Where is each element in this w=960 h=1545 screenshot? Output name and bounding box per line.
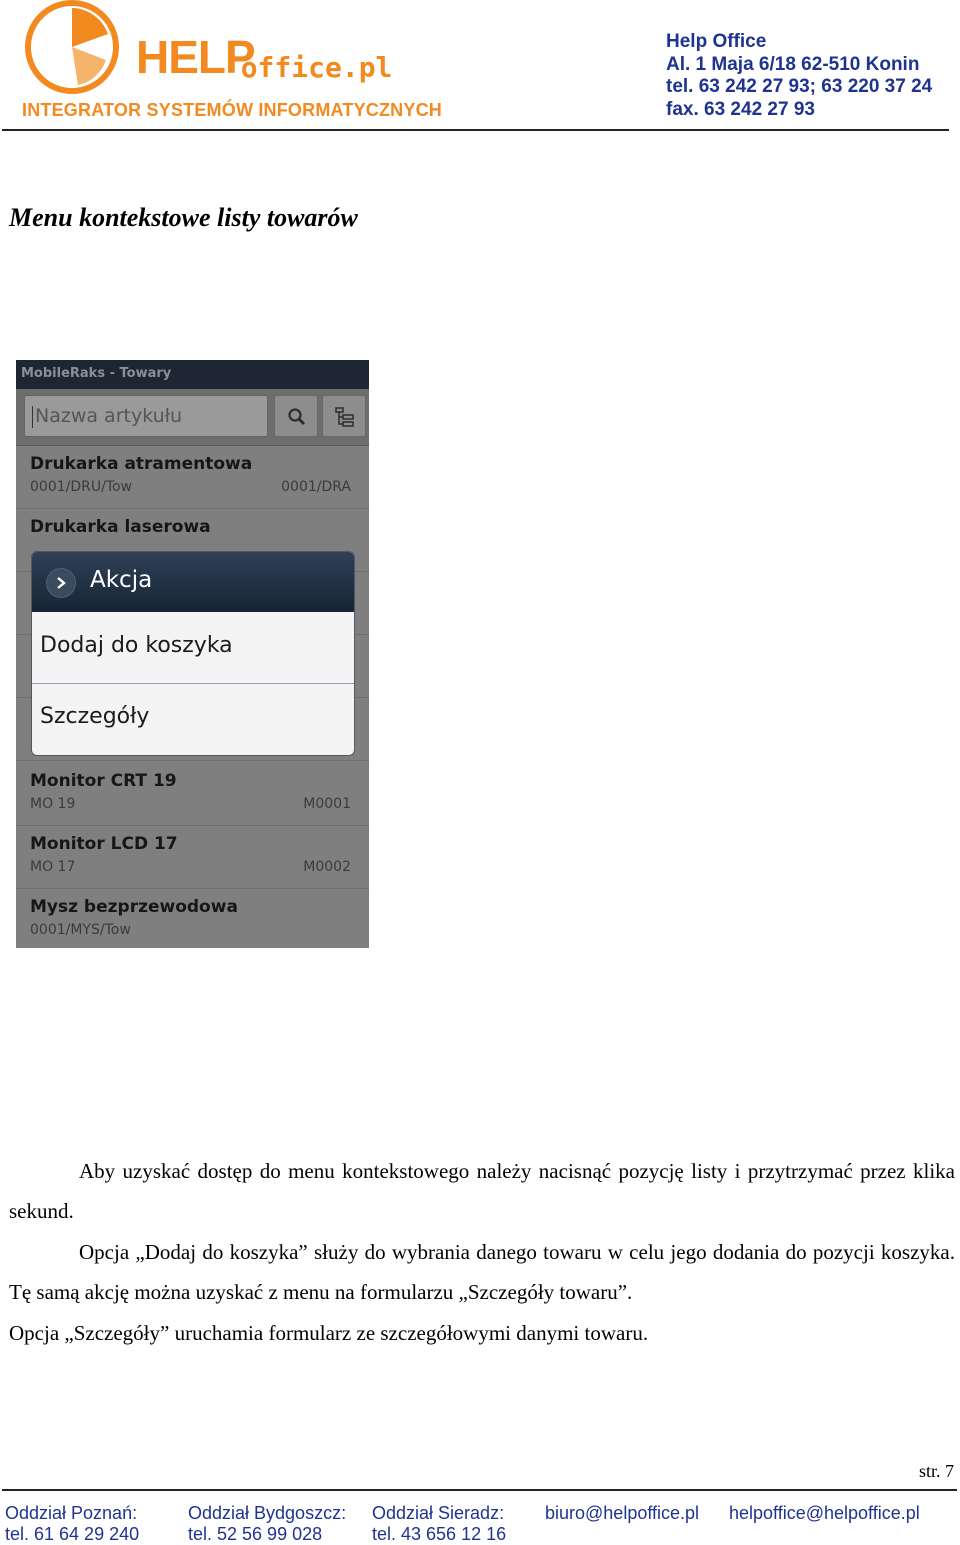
search-placeholder: Nazwa artykułu [35, 405, 183, 427]
contact-name: Help Office [666, 31, 767, 52]
branch-label: Oddział Poznań: [5, 1503, 138, 1523]
logo-office: office.pl [240, 51, 393, 84]
contact-tel: tel. 63 242 27 93; 63 220 37 24 [666, 76, 933, 97]
footer-branch-sieradz [372, 1503, 506, 1545]
paragraph [9, 1232, 955, 1312]
paragraph [9, 1313, 955, 1353]
logo-help: HELP [136, 31, 255, 83]
search-bar [16, 389, 369, 446]
branch-tel: tel. 61 64 29 240 [5, 1524, 140, 1544]
context-menu-dialog [32, 552, 354, 755]
item-code: M0001 [303, 796, 351, 812]
option-label: Szczegóły [40, 704, 150, 729]
search-icon [287, 407, 307, 427]
branch-tel: tel. 43 656 12 16 [372, 1524, 507, 1544]
item-code: 0001/DRA [281, 479, 351, 495]
item-index: MO 17 [30, 859, 76, 875]
footer-email-helpoffice[interactable] [729, 1503, 920, 1524]
branch-tel: tel. 52 56 99 028 [188, 1524, 323, 1544]
footer-email-biuro[interactable] [545, 1503, 699, 1524]
header-divider [2, 129, 949, 131]
dialog-title: Akcja [90, 567, 153, 593]
item-name: Monitor CRT 19 [30, 771, 177, 791]
option-label: Dodaj do koszyka [40, 633, 233, 658]
item-name: Drukarka atramentowa [30, 454, 253, 474]
item-index: 0001/MYS/Tow [30, 922, 131, 938]
section-title: Menu kontekstowe listy towarów [9, 203, 358, 232]
search-input[interactable] [24, 395, 268, 437]
branch-label: Oddział Sieradz: [372, 1503, 505, 1523]
footer-divider [2, 1489, 957, 1491]
category-tree-button[interactable] [322, 395, 366, 437]
search-button[interactable] [274, 395, 318, 437]
item-name: Drukarka laserowa [30, 517, 211, 537]
email-link[interactable]: helpoffice@helpoffice.pl [729, 1503, 920, 1523]
item-name: Monitor LCD 17 [30, 834, 178, 854]
list-item[interactable] [16, 446, 369, 509]
paragraph-text: Opcja „Szczegóły” uruchamia formularz ze szczegółowymi danymi towaru. [9, 1321, 649, 1345]
item-name: Mysz bezprzewodowa [30, 897, 238, 917]
logo-wordmark [136, 30, 393, 84]
phone-screenshot [16, 360, 369, 948]
item-index: 0001/DRU/Tow [30, 479, 133, 495]
branch-label: Oddział Bydgoszcz: [188, 1503, 347, 1523]
contact-address: Al. 1 Maja 6/18 62-510 Konin [666, 53, 920, 75]
paragraph-text: Opcja „Dodaj do koszyka” służy do wybrania danego towaru w celu jego dodania do pozycji koszyka. Tę samą akcję można uzyskać z menu na formularzu „Szczegóły towaru”. [9, 1240, 955, 1304]
paragraph-text: Aby uzyskać dostęp do menu kontekstowego należy nacisnąć pozycję listy i przytrzymać przez klika sekund. [9, 1159, 955, 1223]
dialog-header [32, 552, 354, 612]
page-number: str. 7 [918, 1461, 954, 1481]
company-logo [20, 0, 500, 125]
chevron-right-icon [46, 568, 76, 598]
contact-fax: fax. 63 242 27 93 [666, 98, 815, 120]
details-option[interactable] [32, 684, 354, 754]
tree-icon [335, 407, 355, 427]
logo-tagline: INTEGRATOR SYSTEMÓW INFORMATYCZNYCH [22, 100, 442, 120]
list-item[interactable] [16, 763, 369, 826]
footer-branch-poznan [5, 1503, 139, 1545]
footer-branch-bydgoszcz [188, 1503, 346, 1545]
add-to-cart-option[interactable] [32, 613, 354, 683]
item-index: MO 19 [30, 796, 76, 812]
list-item[interactable] [16, 826, 369, 889]
header-contact [666, 31, 932, 121]
email-link[interactable]: biuro@helpoffice.pl [545, 1503, 700, 1523]
item-code: M0002 [303, 859, 351, 875]
app-title-bar [16, 360, 369, 389]
logo-circle-icon [20, 0, 124, 100]
text-caret [32, 406, 33, 428]
paragraph [9, 1151, 955, 1231]
app-title: MobileRaks - Towary [21, 366, 172, 381]
list-item[interactable] [16, 889, 369, 948]
